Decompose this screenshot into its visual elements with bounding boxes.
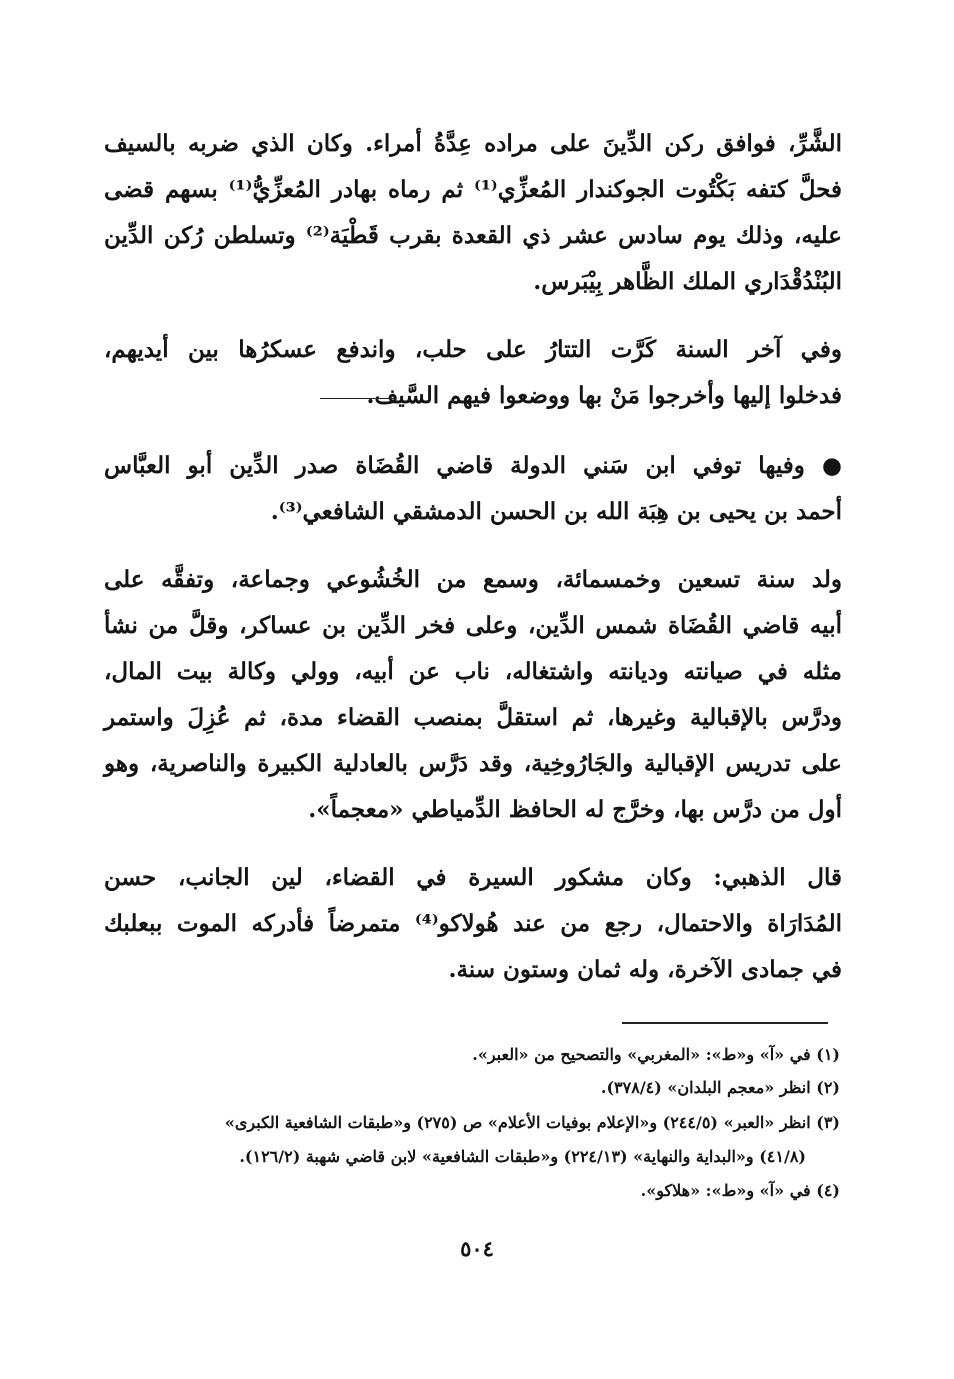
section-divider <box>320 398 394 399</box>
page-number: ٥٠٤ <box>460 1236 494 1261</box>
body-line: قال الذهبي: وكان مشكور السيرة في القضاء، لين الجانب، حسن <box>104 864 842 891</box>
body-line: فحلَّ كتفه بَكْتُوت الجوكندار المُعزِّي⁽¹⁾ ثم رماه بهادر المُعزِّيُّ⁽¹⁾ بسهم قضى <box>104 176 842 203</box>
body-line: أبيه قاضي القُضَاة شمس الدِّين، وعلى فخر الدِّين بن عساكر، وقلَّ من نشأ <box>104 612 842 639</box>
body-line: فدخلوا إليها وأخرجوا مَنْ بها ووضعوا فيهم السَّيف. <box>366 382 842 409</box>
body-line: ودرَّس بالإقبالية وغيرها، ثم استقلَّ بمنصب القضاء مدة، ثم عُزِلَ واستمر <box>104 704 842 731</box>
body-line: ● وفيها توفي ابن سَني الدولة قاضي القُضَاة صدر الدِّين أبو العبَّاس <box>104 452 842 479</box>
body-line: مثله في صيانته وديانته واشتغاله، ناب عن أبيه، وولي وكالة بيت المال، <box>104 658 842 685</box>
body-line: ولد سنة تسعين وخمسمائة، وسمع من الخُشُوعي وجماعة، وتفقَّه على <box>104 566 842 593</box>
body-line: المُدَارَاة والاحتمال، رجع من عند هُولاكو⁽⁴⁾ متمرضاً فأدركه الموت ببعلبك <box>104 910 842 937</box>
footnote-divider <box>622 1022 828 1024</box>
body-line: وفي آخر السنة كَرَّت التتارُ على حلب، واندفع عسكرُها بين أيديهم، <box>104 336 842 363</box>
footnote-2: (٢) انظر «معجم البلدان» (٣٧٨/٤). <box>600 1078 840 1097</box>
body-line: في جمادى الآخرة، وله ثمان وستون سنة. <box>448 956 842 983</box>
footnote-1: (١) في «آ» و«ط»: «المغربي» والتصحيح من «العبر». <box>472 1045 840 1064</box>
footnote-3: (٣) انظر «العبر» (٢٤٤/٥) و«الإعلام بوفيات الأعلام» ص (٢٧٥) و«طبقات الشافعية الكبرى» <box>224 1113 840 1132</box>
body-line: عليه، وذلك يوم سادس عشر ذي القعدة بقرب قَطْيَة⁽²⁾ وتسلطن رُكن الدِّين <box>104 222 842 249</box>
footnote-3-continued: (٤١/٨) و«البداية والنهاية» (٢٢٤/١٣) و«طبقات الشافعية» لابن قاضي شهبة (١٢٦/٢). <box>239 1147 806 1166</box>
body-line: أحمد بن يحيى بن هِبَة الله بن الحسن الدمشقي الشافعي⁽³⁾. <box>270 498 842 525</box>
body-line: أول من درَّس بها، وخرَّج له الحافظ الدِّمياطي «معجماً». <box>308 796 842 823</box>
body-line: الشَّرِّ، فوافق ركن الدِّينَ على مراده عِدَّةُ أمراء. وكان الذي ضربه بالسيف <box>104 130 842 157</box>
body-line: البُنْدُقْدَاري الملك الظَّاهر بِيْبَرس. <box>533 268 842 295</box>
body-line: على تدريس الإقبالية والجَارُوخِية، وقد دَرَّس بالعادلية الكبيرة والناصرية، وهو <box>104 750 842 777</box>
footnote-4: (٤) في «آ» و«ط»: «هلاكو». <box>640 1181 840 1200</box>
